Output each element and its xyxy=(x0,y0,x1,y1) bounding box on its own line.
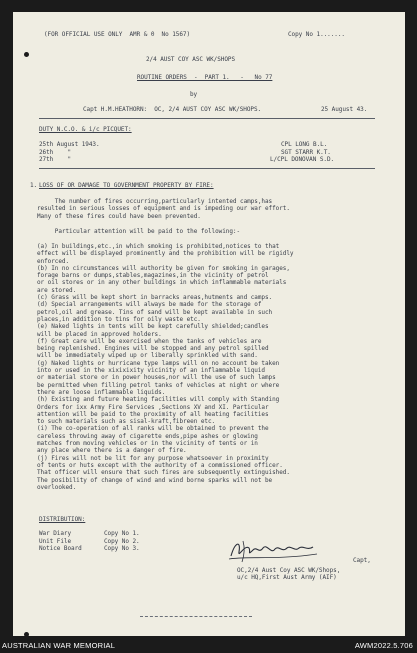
section-attention: Particular attention will be paid to the following:- xyxy=(37,228,241,235)
duty-name: CPL LONG B.L. xyxy=(281,141,328,148)
duty-heading: DUTY N.C.O. & i/c PICQUET: xyxy=(39,126,132,133)
distribution-copy: Copy No 2. xyxy=(104,537,140,545)
by-line: by xyxy=(190,91,198,98)
section-heading: LOSS OF OR DAMAGE TO GOVERNMENT PROPERTY BY FIRE: xyxy=(39,182,214,189)
duty-name: L/CPL DONOVAN S.D. xyxy=(270,156,335,163)
duty-name: SGT STARR K.T. xyxy=(281,148,331,156)
copy-number: 1 xyxy=(316,31,321,38)
section-intro: The number of fires occurring,particularly intented camps,has resulted in serious losses of equipment and is impeding our war effort. Many of these fires could have been prevented. xyxy=(37,198,290,220)
archive-reference: AWM2022.5.706 xyxy=(354,641,413,650)
punch-hole xyxy=(24,632,29,636)
distribution-recipient: War Diary xyxy=(39,530,72,537)
commander-line: Capt H.M.HEATHORN: OC, 2/4 AUST COY ASC WK/SHOPS. xyxy=(83,106,262,113)
distribution-heading: DISTRIBUTION: xyxy=(39,516,86,523)
order-title: ROUTINE ORDERS - PART 1. - No 77 xyxy=(137,74,273,81)
archive-caption: AUSTRALIAN WAR MEMORIAL xyxy=(2,641,116,650)
divider xyxy=(39,168,375,169)
duty-date: 27th " xyxy=(39,156,72,163)
section-items: (a) In buildings,etc.,in which smoking is prohibited,notices to that effect will be displayed prominently and the prohibition will be rigidly enforced. (b) In no circumstances will authority be given for smoking in garages, forage barns or dumps,stables,magazines,in the vicinity of petrol or oil stores or in any other buildings in which inflammable materials are stored. (c) Grass will be kept short in barracks areas,hutments and camps. (d) Special arrangements will always be made for the storage of petrol,oil and grease. Tins of sand will be kept available in such places,in addition to tins for oily waste etc. (e) Naked lights in tents will be kept carefully shielded;candles will be placed in approved holders. (f) Great care will be exercised when the tanks of vehicles are being replenished. Engines will be stopped and any petrol spilled will be immediately wiped up or liberally sprinkled with sand. (g) Naked lights or hurricane type lamps will on no account be taken into or used in the xixixixity vicinity of an inflammable liquid or material store or in power houses,nor will the use of such lamps be permitted when filling petrol tanks of vehicles at night or where there are loose inflammable liquids. (h) Existing and future heating facilities will comply with Standing Orders for ixx Army Fire Services ,Sections XV and XI. Particular attention will be paid to the proximity of all heating facilities to such materials such as sisal-kraft,fibreen etc. (i) The co-operation of all ranks will be obtained to prevent the careless throwing away of cigarette ends,pipe ashes or glowing matches from moving vehicles or in the vicinity of tents or in any place where there is a danger of fire. (j) Fires will not be lit for any purpose whatsoever in proximity of tents or huts except with the authority of a commissioned officer. That officer will ensure that such fires are subsequently extinguished. The posibility of change of wind and wind borne sparks will not be overlooked. xyxy=(37,243,294,491)
punch-hole xyxy=(24,52,29,57)
closing-line xyxy=(140,616,252,617)
security-line: (FOR OFFICIAL USE ONLY AMR & 0 No 1567) xyxy=(44,31,191,38)
order-date: 25 August 43. xyxy=(321,106,368,113)
copy-label: Copy No xyxy=(288,31,317,38)
distribution-recipient: Unit File xyxy=(39,537,72,545)
duty-date: 26th " xyxy=(39,148,72,156)
distribution-copy: Copy No 1. xyxy=(104,530,140,537)
copy-number-line xyxy=(288,31,345,38)
signature-block: OC,2/4 Aust Coy ASC WK/Shops, u/c HQ,First Aust Army (AIF) xyxy=(237,567,341,582)
distribution-copy: Copy No 3. xyxy=(104,545,140,552)
copy-dots: ....... xyxy=(320,31,345,38)
duty-date: 25th August 1943. xyxy=(39,141,100,148)
unit-name: 2/4 AUST COY ASC WK/SHOPS xyxy=(146,56,236,63)
distribution-recipient: Notice Board xyxy=(39,545,82,552)
divider xyxy=(39,118,375,119)
document-page xyxy=(13,12,405,636)
signature-rank: Capt, xyxy=(353,557,371,564)
section-number: 1. xyxy=(30,182,38,189)
handwritten-signature xyxy=(227,536,319,564)
